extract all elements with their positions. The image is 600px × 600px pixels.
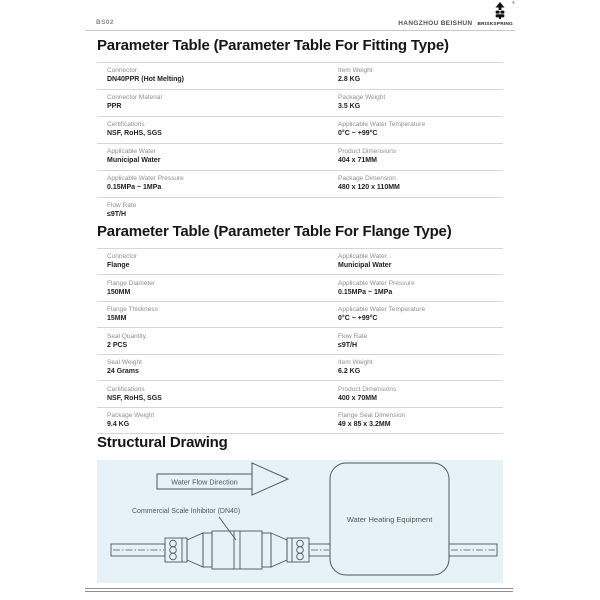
param-label: Connector Material (107, 94, 162, 101)
brand-logo-icon (493, 0, 515, 19)
inhibitor-device (212, 531, 262, 569)
param-label: Applicable Water (338, 253, 387, 260)
table-row (97, 116, 503, 143)
inhibitor-label: Commercial Scale Inhibitor (DN40) (132, 507, 241, 515)
structural-drawing-diagram (97, 460, 503, 583)
flow-direction-label: Water Flow Direction (171, 477, 238, 486)
table-cell-right (338, 328, 503, 354)
param-label: Flange Seal Dimension (338, 412, 406, 419)
param-value: NSF, RoHS, SGS (107, 394, 162, 402)
table-cell-left (97, 144, 338, 170)
table-cell-right (338, 249, 503, 275)
param-label: Applicable Water Pressure (107, 175, 184, 182)
param-label: Package Weight (338, 94, 386, 101)
param-value: DN40PPR (Hot Melting) (107, 76, 184, 84)
param-value: Municipal Water (338, 262, 392, 270)
param-value: 0.15MPa ~ 1MPa (338, 288, 393, 296)
param-label: Flange Diameter (107, 279, 156, 287)
section-title-flange: Parameter Table (Parameter Table For Flange Type) (97, 223, 452, 240)
param-value: NSF, RoHS, SGS (107, 130, 162, 138)
equipment-label: Water Heating Equipment (346, 514, 433, 524)
table-cell-left (97, 171, 338, 197)
table-cell-left (97, 63, 338, 89)
model-code: BS02 (96, 19, 114, 26)
table-row (97, 170, 503, 197)
table-cell-right (338, 63, 503, 89)
param-value: 480 x 120 x 110MM (338, 184, 400, 192)
table-row (97, 197, 503, 224)
page-header (85, 0, 515, 31)
param-label: Applicable Water Temperature (338, 121, 426, 128)
param-value: 9.4 KG (107, 421, 130, 429)
param-value: ≤9T/H (338, 341, 358, 349)
param-value: Flange (107, 262, 130, 270)
param-label: Flange Thickness (107, 306, 158, 313)
param-value: 400 x 70MM (338, 394, 377, 402)
brand-name: BRISKSPRING (477, 22, 513, 27)
section-fitting (97, 38, 503, 224)
table-cell-right (338, 381, 503, 407)
param-label: Product Dimensions (338, 385, 397, 393)
param-value: ≤9T/H (107, 211, 127, 219)
table-row (97, 248, 503, 275)
table-row (97, 143, 503, 170)
section-structural-drawing (97, 435, 503, 583)
header-brand-block (398, 20, 513, 27)
param-value: 2.8 KG (338, 76, 361, 84)
water-heating-equipment-box (330, 463, 449, 575)
param-label: Connector (107, 253, 137, 260)
param-label: Flow Rate (338, 332, 368, 340)
param-value: 6.2 KG (338, 368, 361, 376)
param-label: Certifications (107, 121, 145, 128)
table-cell-right (338, 275, 503, 301)
table-cell-left (97, 355, 338, 381)
table-cell-left (97, 90, 338, 116)
param-label: Item Weight (338, 67, 373, 74)
param-value: 404 x 71MM (338, 157, 377, 165)
registered-mark: ® (512, 0, 515, 5)
param-label: Certifications (107, 385, 145, 393)
company-name: HANGZHOU BEISHUN (398, 20, 473, 27)
footer-rule (85, 588, 513, 592)
table-cell-right (338, 198, 503, 224)
param-label: Seal Quantity (107, 332, 147, 340)
table-cell-left (97, 328, 338, 354)
structural-drawing-panel (97, 460, 503, 583)
table-row (97, 301, 503, 328)
param-label: Seal Weight (107, 359, 142, 366)
param-label: Applicable Water Pressure (338, 279, 415, 287)
table-cell-right (338, 117, 503, 143)
param-value: 49 x 85 x 3.2MM (338, 421, 391, 429)
param-label: Connector (107, 67, 137, 74)
table-cell-left (97, 408, 338, 434)
table-cell-right (338, 90, 503, 116)
param-value: 24 Grams (107, 368, 139, 376)
param-label: Package Weight (107, 412, 155, 419)
parameter-table-flange (97, 248, 503, 435)
leader-line (219, 517, 236, 540)
param-label: Flow Rate (107, 202, 137, 209)
param-value: Municipal Water (107, 157, 161, 165)
param-value: 15MM (107, 315, 127, 323)
param-label: Product Dimensions (338, 148, 397, 155)
table-cell-right (338, 355, 503, 381)
param-value: 2 PCS (107, 341, 128, 349)
table-cell-right (338, 144, 503, 170)
param-value: 0.15MPa ~ 1MPa (107, 184, 162, 192)
param-value: 150MM (107, 288, 131, 296)
table-cell-left (97, 198, 338, 224)
table-cell-right (338, 302, 503, 328)
water-flow-arrow (157, 463, 288, 495)
param-label: Package Dimension (338, 175, 396, 182)
table-cell-left (97, 249, 338, 275)
table-row (97, 327, 503, 354)
table-cell-left (97, 302, 338, 328)
table-row (97, 274, 503, 301)
table-row (97, 89, 503, 116)
param-value: 0°C ~ +99°C (338, 130, 378, 138)
table-cell-left (97, 117, 338, 143)
param-label: Item Weight (338, 359, 373, 366)
parameter-table-fitting (97, 62, 503, 224)
section-flange (97, 224, 503, 434)
param-label: Applicable Water (107, 148, 156, 155)
section-title-drawing: Structural Drawing (97, 434, 228, 451)
table-cell-right (338, 408, 503, 434)
table-row (97, 62, 503, 89)
table-cell-left (97, 275, 338, 301)
param-label: Applicable Water Temperature (338, 306, 426, 313)
table-row (97, 407, 503, 434)
param-value: 3.5 KG (338, 103, 361, 111)
table-cell-right (338, 171, 503, 197)
section-title-fitting: Parameter Table (Parameter Table For Fitting Type) (97, 37, 449, 54)
table-row (97, 380, 503, 407)
table-cell-left (97, 381, 338, 407)
param-value: PPR (107, 103, 122, 111)
param-value: 0°C ~ +99°C (338, 315, 378, 323)
table-row (97, 354, 503, 381)
